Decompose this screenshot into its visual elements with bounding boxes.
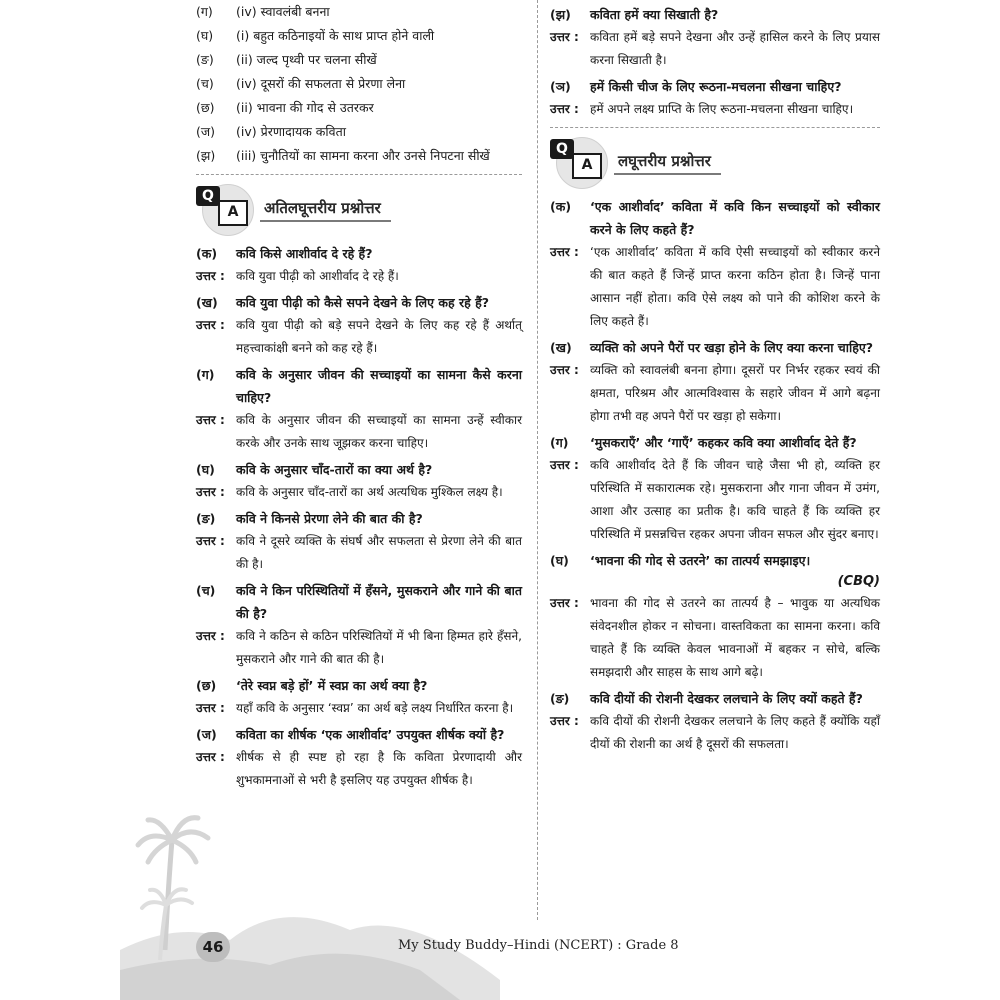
matching-list [196, 0, 522, 168]
answer-label: उत्तर : [550, 596, 579, 610]
question-letter: (क) [550, 199, 572, 214]
answer-label: उत्तर : [196, 318, 225, 332]
qa-item [196, 579, 522, 671]
answer-label: उत्तर : [196, 269, 225, 283]
list-item [196, 48, 522, 72]
palm-tree-decoration [120, 800, 500, 1000]
answer-text: कवि आशीर्वाद देते हैं कि जीवन चाहे जैसा भी हो, व्यक्ति हर परिस्थिति में सकारात्मक रहे। मुसकराना और गाना जीवन में उमंग, आशा और उत्साह का प्रतीक है। कवि चाहते हैं कि व्यक्ति हर परिस्थिति में प्रसन्नचित्त रहकर अपना जीवन सफल और सुंदर बनाए। [590, 458, 880, 541]
qa-item [196, 507, 522, 576]
answer-label: उत्तर : [196, 485, 225, 499]
column-divider [537, 0, 538, 920]
qa-item [196, 674, 522, 720]
item-letter: (छ) [196, 100, 215, 115]
question-letter: (ङ) [550, 691, 570, 706]
answer-label: उत्तर : [196, 750, 225, 764]
section-header [196, 179, 522, 239]
item-letter: (ङ) [196, 52, 214, 67]
answer-text: कवि दीयों की रोशनी देखकर ललचाने के लिए कहते हैं क्योंकि यहाँ दीयों की रोशनी का अर्थ है दूसरों की सफलता। [590, 714, 880, 751]
question-letter: (घ) [196, 462, 215, 477]
answer-label: उत्तर : [196, 701, 225, 715]
question-letter: (ज) [196, 727, 217, 742]
answer-label: उत्तर : [550, 245, 579, 259]
answer-text: कवि ने कठिन से कठिन परिस्थितियों में भी बिना हिम्मत हारे हँसने, मुसकराने और गाने की बात की है। [236, 629, 522, 666]
question-text: ‘मुसकराएँ’ और ‘गाएँ’ कहकर कवि क्या आशीर्वाद देते हैं? [590, 435, 857, 450]
question-letter: (ख) [550, 340, 572, 355]
qa-item [550, 3, 880, 72]
answer-text: ‘एक आशीर्वाद’ कविता में कवि ऐसी सच्चाइयों को स्वीकार करने की बात कहते हैं जिन्हें प्राप्त करना कठिन होता है। जिन्हें पाना आसान नहीं होता। कवि ऐसे लक्ष्य को पाने की कोशिश करने के लिए कहते हैं। [590, 245, 880, 328]
answer-text: कवि युवा पीढ़ी को बड़े सपने देखने के लिए कह रहे हैं अर्थात् महत्त्वाकांक्षी बनने को कह रहे हैं। [236, 318, 522, 355]
question-text: कवि ने किनसे प्रेरणा लेने की बात की है? [236, 511, 423, 526]
answer-label: उत्तर : [196, 413, 225, 427]
qa-item [196, 363, 522, 455]
qa-item [550, 687, 880, 756]
footer-title: My Study Buddy–Hindi (NCERT) : Grade 8 [398, 938, 679, 953]
question-text: ‘एक आशीर्वाद’ कविता में कवि किन सच्चाइयों को स्वीकार करने के लिए कहते हैं? [590, 199, 880, 237]
answer-text: कवि के अनुसार जीवन की सच्चाइयों का सामना उन्हें स्वीकार करके और उनके साथ जूझकर करना चाहिए। [236, 413, 522, 450]
answer-text: यहाँ कवि के अनुसार ‘स्वप्न’ का अर्थ बड़े लक्ष्य निर्धारित करना है। [236, 701, 514, 715]
item-letter: (ज) [196, 124, 216, 139]
question-letter: (ग) [550, 435, 569, 450]
item-text: (iii) चुनौतियों का सामना करना और उनसे निपटना सीखें [236, 148, 490, 163]
answer-text: कवि ने दूसरे व्यक्ति के संघर्ष और सफलता से प्रेरणा लेने की बात की है। [236, 534, 522, 571]
answer-text: कविता हमें बड़े सपने देखना और उन्हें हासिल करने के लिए प्रयास करना सिखाती है। [590, 30, 880, 67]
list-item [196, 144, 522, 168]
qa-item [196, 242, 522, 288]
qa-item [196, 723, 522, 792]
question-text: ‘तेरे स्वप्न बड़े हों’ में स्वप्न का अर्थ क्या है? [236, 678, 428, 693]
list-item [196, 120, 522, 144]
answer-text: शीर्षक से ही स्पष्ट हो रहा है कि कविता प्रेरणादायी और शुभकामनाओं से भरी है इसलिए यह उपयुक्त शीर्षक है। [236, 750, 522, 787]
question-text: कवि दीयों की रोशनी देखकर ललचाने के लिए क्यों कहते हैं? [590, 691, 863, 706]
item-letter: (घ) [196, 28, 214, 43]
question-text: ‘भावना की गोद से उतरने’ का तात्पर्य समझाइए। [590, 553, 811, 568]
answer-label: उत्तर : [550, 30, 579, 44]
qa-icon: Q A [196, 182, 260, 236]
section-separator [196, 174, 522, 175]
answer-text: कवि के अनुसार चाँद-तारों का अर्थ अत्यधिक मुश्किल लक्ष्य है। [236, 485, 503, 499]
question-letter: (झ) [550, 7, 571, 22]
question-text: कवि ने किन परिस्थितियों में हँसने, मुसकराने और गाने की बात की है? [236, 583, 522, 621]
question-text: व्यक्ति को अपने पैरों पर खड़ा होने के लिए क्या करना चाहिए? [590, 340, 874, 355]
item-text: (ii) जल्द पृथ्वी पर चलना सीखें [236, 52, 377, 67]
answer-label: उत्तर : [196, 534, 225, 548]
question-letter: (ञ) [550, 79, 571, 94]
qa-item [196, 458, 522, 504]
item-text: (iv) दूसरों की सफलता से प्रेरणा लेना [236, 76, 406, 91]
question-letter: (ख) [196, 295, 218, 310]
section-title: अतिलघूत्तरीय प्रश्नोत्तर [260, 196, 391, 222]
question-letter: (ङ) [196, 511, 216, 526]
item-letter: (झ) [196, 148, 216, 163]
answer-text: व्यक्ति को स्वावलंबी बनना होगा। दूसरों पर निर्भर रहकर स्वयं की क्षमता, परिश्रम और आत्मविश्वास के सहारे जीवन में आगे बढ़ना होगा तभी वह अपने पैरों पर खड़ा हो सकेगा। [590, 363, 880, 423]
item-text: (i) बहुत कठिनाइयों के साथ प्राप्त होने वाली [236, 28, 435, 43]
question-letter: (ग) [196, 367, 215, 382]
qa-item [550, 549, 880, 684]
question-text: कवि युवा पीढ़ी को कैसे सपने देखने के लिए कह रहे हैं? [236, 295, 489, 310]
question-text: कवि के अनुसार जीवन की सच्चाइयों का सामना कैसे करना चाहिए? [236, 367, 522, 405]
qa-item [550, 195, 880, 333]
question-letter: (च) [196, 583, 216, 598]
question-letter: (क) [196, 246, 218, 261]
question-text: कविता हमें क्या सिखाती है? [590, 7, 719, 22]
qa-icon: Q A [550, 135, 614, 189]
list-item [196, 96, 522, 120]
question-text: कवि के अनुसार चाँद-तारों का क्या अर्थ है? [236, 462, 433, 477]
question-letter: (घ) [550, 553, 569, 568]
item-text: (iv) स्वावलंबी बनना [236, 4, 330, 19]
list-item [196, 72, 522, 96]
list-item [196, 24, 522, 48]
section-separator [550, 127, 880, 128]
cbq-tag: (CBQ) [837, 574, 880, 589]
question-text: हमें किसी चीज के लिए रूठना-मचलना सीखना चाहिए? [590, 79, 842, 94]
item-text: (ii) भावना की गोद से उतरकर [236, 100, 374, 115]
qa-item [196, 291, 522, 360]
answer-label: उत्तर : [550, 458, 579, 472]
qa-item [550, 336, 880, 428]
page-number: 46 [196, 932, 230, 962]
answer-label: उत्तर : [550, 102, 579, 116]
item-text: (iv) प्रेरणादायक कविता [236, 124, 346, 139]
section-header [550, 132, 880, 192]
answer-label: उत्तर : [196, 629, 225, 643]
answer-label: उत्तर : [550, 363, 579, 377]
answer-text: भावना की गोद से उतरने का तात्पर्य है – भावुक या अत्यधिक संवेदनशील होकर न सोचना। वास्तविकता का सामना करना। कवि चाहते हैं कि व्यक्ति केवल भावनाओं में बहकर न सोचे, बल्कि समझदारी और साहस के साथ आगे बढ़े। [590, 596, 880, 679]
question-text: कविता का शीर्षक ‘एक आशीर्वाद’ उपयुक्त शीर्षक क्यों है? [236, 727, 505, 742]
qa-item [550, 75, 880, 121]
qa-item [550, 431, 880, 546]
item-letter: (च) [196, 76, 214, 91]
answer-text: कवि युवा पीढ़ी को आशीर्वाद दे रहे हैं। [236, 269, 399, 283]
question-letter: (छ) [196, 678, 217, 693]
list-item [196, 0, 522, 24]
section-title: लघूत्तरीय प्रश्नोत्तर [614, 149, 721, 175]
answer-label: उत्तर : [550, 714, 579, 728]
right-column [550, 0, 880, 756]
left-column [196, 0, 522, 792]
answer-text: हमें अपने लक्ष्य प्राप्ति के लिए रूठना-मचलना सीखना चाहिए। [590, 102, 854, 116]
item-letter: (ग) [196, 4, 213, 19]
question-text: कवि किसे आशीर्वाद दे रहे हैं? [236, 246, 373, 261]
